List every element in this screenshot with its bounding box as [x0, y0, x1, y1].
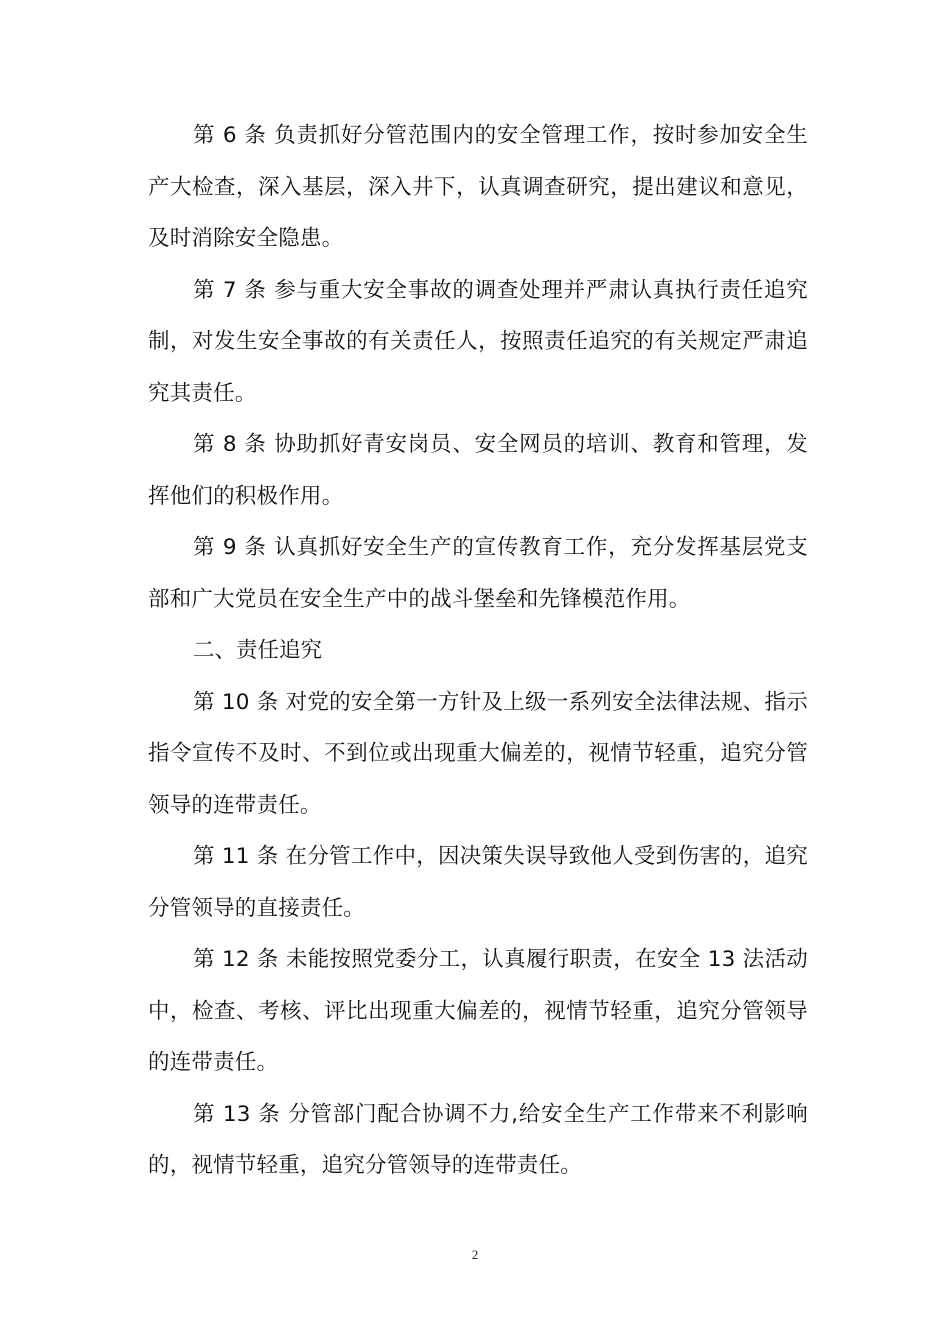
article-paragraph: 第 9 条 认真抓好安全生产的宣传教育工作，充分发挥基层党支部和广大党员在安全生产中的战斗堡垒和先锋模范作用。 [148, 535, 808, 612]
article-paragraph: 第 7 条 参与重大安全事故的调查处理并严肃认真执行责任追究制，对发生安全事故的有关责任人，按照责任追究的有关规定严肃追究其责任。 [148, 277, 808, 406]
section-heading: 二、责任追究 [193, 638, 323, 663]
article-paragraph: 第 12 条 未能按照党委分工，认真履行职责，在安全 13 法活动中，检查、考核、评比出现重大偏差的，视情节轻重，追究分管领导的连带责任。 [148, 947, 808, 1075]
article-paragraph: 第 11 条 在分管工作中，因决策失误导致他人受到伤害的，追究分管领导的直接责任。 [148, 844, 808, 921]
document-body [148, 110, 808, 1192]
article-paragraph: 第 10 条 对党的安全第一方针及上级一系列安全法律法规、指示指令宣传不及时、不到位或出现重大偏差的，视情节轻重，追究分管领导的连带责任。 [148, 689, 808, 818]
article-paragraph: 第 6 条 负责抓好分管范围内的安全管理工作，按时参加安全生产大检查，深入基层，深入井下，认真调查研究，提出建议和意见，及时消除安全隐患。 [148, 123, 808, 251]
page-number: 2 [471, 1247, 479, 1262]
article-paragraph: 第 13 条 分管部门配合协调不力,给安全生产工作带来不利影响的，视情节轻重，追究分管领导的连带责任。 [148, 1101, 808, 1178]
article-paragraph: 第 8 条 协助抓好青安岗员、安全网员的培训、教育和管理，发挥他们的积极作用。 [148, 432, 808, 509]
